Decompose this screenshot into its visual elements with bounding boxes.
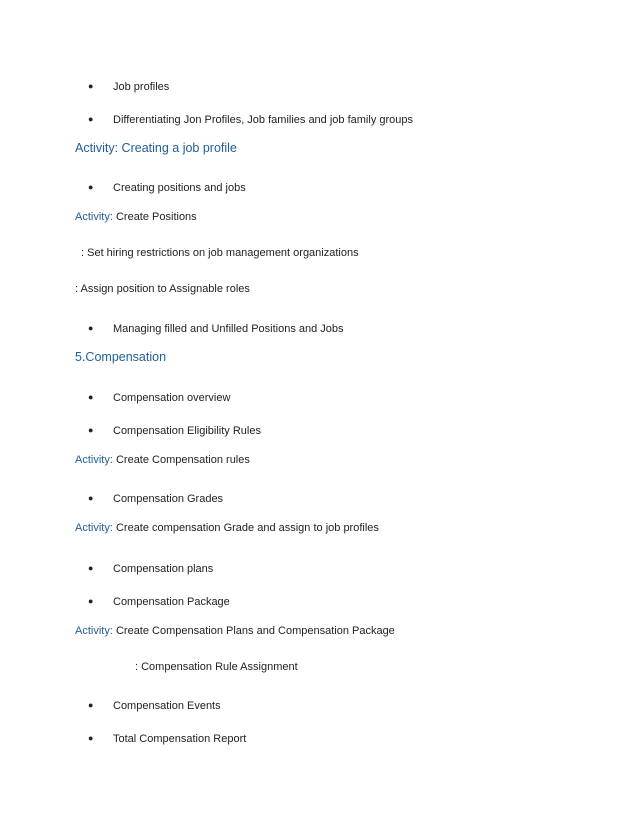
activity-compensation-grade	[75, 521, 379, 535]
rule-assignment-text: : Compensation Rule Assignment	[135, 661, 298, 673]
list-item-compensation-plans	[88, 561, 213, 576]
list-item-differentiating	[88, 112, 413, 127]
bullet-icon: ●	[88, 493, 94, 503]
assign-position-text: : Assign position to Assignable roles	[75, 283, 250, 295]
bullet-icon: ●	[88, 323, 94, 333]
bullet-icon: ●	[88, 182, 94, 192]
list-item-text: Compensation Eligibility Rules	[113, 425, 261, 437]
list-item-text: Compensation plans	[113, 563, 214, 575]
list-item-text: Compensation overview	[113, 392, 231, 404]
list-item-text: Creating positions and jobs	[113, 182, 246, 194]
list-item-text: Managing filled and Unfilled Positions and Jobs	[113, 323, 344, 335]
activity-create-positions	[75, 210, 197, 224]
list-item-total-report	[88, 731, 246, 746]
activity-plans-package	[75, 624, 395, 638]
bullet-icon: ●	[88, 81, 94, 91]
bullet-icon: ●	[88, 114, 94, 124]
activity-text: Create Compensation Plans and Compensation Package	[115, 625, 395, 637]
list-item-job-profiles	[88, 79, 169, 94]
activity-compensation-rules	[75, 453, 250, 467]
list-item-compensation-events	[88, 698, 221, 713]
list-item-text: Compensation Events	[113, 700, 221, 712]
list-item-text: Job profiles	[113, 81, 170, 93]
activity-text: Create compensation Grade and assign to job profiles	[115, 522, 379, 534]
list-item-creating-positions	[88, 180, 246, 195]
activity-label: Activity:	[75, 211, 113, 223]
activity-heading-job-profile	[75, 140, 237, 156]
bullet-icon: ●	[88, 392, 94, 402]
hiring-restrictions-text: : Set hiring restrictions on job management organizations	[81, 247, 359, 259]
activity-label: Activity:	[75, 141, 119, 155]
list-item-eligibility-rules	[88, 423, 261, 438]
activity-label: Activity:	[75, 522, 113, 534]
list-item-managing-filled	[88, 321, 344, 336]
list-item-text: Differentiating Jon Profiles, Job families and job family groups	[113, 114, 414, 126]
bullet-icon: ●	[88, 425, 94, 435]
list-item-text: Compensation Grades	[113, 493, 224, 505]
list-item-text: Compensation Package	[113, 596, 230, 608]
list-item-compensation-package	[88, 594, 230, 609]
activity-label: Activity:	[75, 454, 113, 466]
bullet-icon: ●	[88, 596, 94, 606]
bullet-icon: ●	[88, 563, 94, 573]
bullet-icon: ●	[88, 700, 94, 710]
activity-text: Create Compensation rules	[115, 454, 250, 466]
list-item-compensation-grades	[88, 491, 223, 506]
section-heading-compensation: 5.Compensation	[75, 350, 167, 364]
activity-title: Creating a job profile	[121, 141, 237, 155]
list-item-compensation-overview	[88, 390, 230, 405]
activity-text: Create Positions	[115, 211, 197, 223]
activity-label: Activity:	[75, 625, 113, 637]
list-item-text: Total Compensation Report	[113, 733, 247, 745]
bullet-icon: ●	[88, 733, 94, 743]
